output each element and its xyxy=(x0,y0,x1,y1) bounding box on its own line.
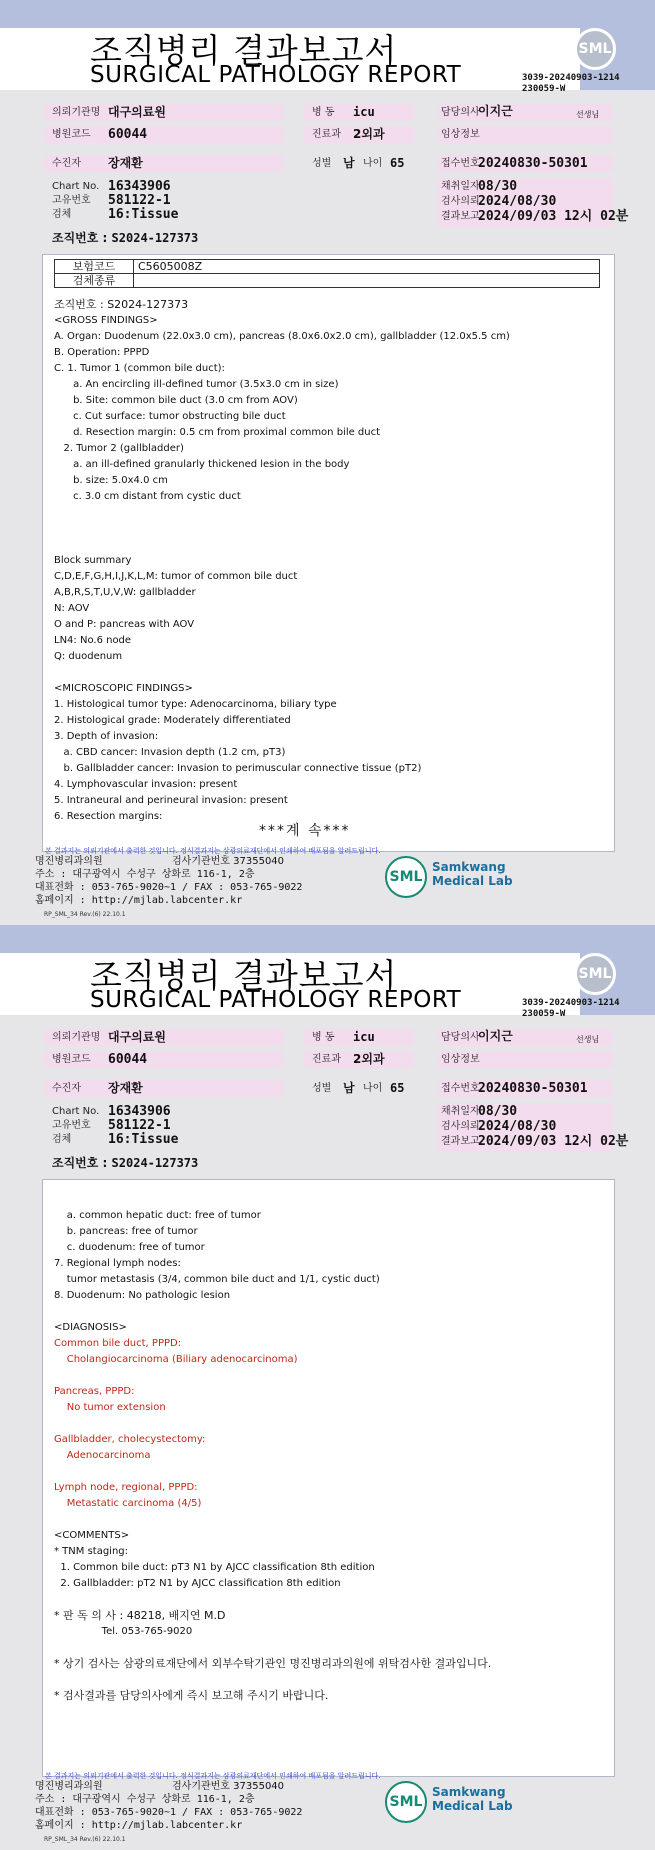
report-line: 조직번호 : S2024-127373 xyxy=(54,298,189,311)
hospital-label: 의뢰기관명 xyxy=(52,1032,101,1043)
doctor-label: 담당의사 xyxy=(441,107,480,118)
ward-value: icu xyxy=(353,105,375,119)
report-line: Q: duodenum xyxy=(54,651,123,662)
report-line: B. Operation: PPPD xyxy=(54,347,150,358)
chart-number: 16343906 xyxy=(108,179,171,194)
report-line: N: AOV xyxy=(54,603,90,614)
samkwang-logo-icon: SML xyxy=(385,1781,427,1823)
request-date-label: 검사의뢰 xyxy=(441,1121,480,1132)
doctor-suffix: 선생님 xyxy=(576,1035,600,1044)
tissue-number: 조직번호 : S2024-127373 xyxy=(52,1156,199,1170)
ward-label: 병 동 xyxy=(312,107,335,118)
report-title-english: SURGICAL PATHOLOGY REPORT xyxy=(90,62,462,88)
report-title-korean: 조직병리 결과보고서 xyxy=(90,31,398,70)
report-line: b. pancreas: free of tumor xyxy=(54,1226,198,1237)
report-line: 2. Histological grade: Moderately differentiated xyxy=(54,715,291,726)
lab-cert: 검사기관번호 37355040 xyxy=(172,1781,285,1792)
lab-address: 주소 : 대구광역시 수성구 상화로 116-1, 2층 xyxy=(35,1794,255,1805)
uid-value: 581122-1 xyxy=(108,193,171,208)
report-date-label: 결과보고 xyxy=(441,1136,480,1147)
code-table: 보험코드 C5605008Z 검체종류 xyxy=(54,259,600,288)
report-body xyxy=(42,254,615,852)
chart-number: 16343906 xyxy=(108,1104,171,1119)
patient-name: 장재환 xyxy=(108,156,143,170)
report-line: c. Cut surface: tumor obstructing bile duct xyxy=(54,411,286,422)
sml-logo-icon: SML xyxy=(574,953,616,995)
sex-value: 남 xyxy=(343,1081,355,1095)
patient-label: 수진자 xyxy=(52,158,81,169)
patient-label: 수진자 xyxy=(52,1083,81,1094)
receipt-number: 20240830-50301 xyxy=(478,156,588,171)
report-line: Lymph node, regional, PPPD: xyxy=(54,1482,198,1493)
specimen-value: 16:Tissue xyxy=(108,207,179,222)
report-line: 1. Histological tumor type: Adenocarcinoma, biliary type xyxy=(54,699,337,710)
dept-value: 2외과 xyxy=(353,1052,385,1066)
report-line: Cholangiocarcinoma (Biliary adenocarcinoma) xyxy=(54,1354,298,1365)
hospital-code-label: 병원코드 xyxy=(52,129,91,140)
report-line: b. Gallbladder cancer: Invasion to perimuscular connective tissue (pT2) xyxy=(54,763,422,774)
report-line: A. Organ: Duodenum (22.0x3.0 cm), pancreas (8.0x6.0x2.0 cm), gallbladder (12.0x5.5 cm) xyxy=(54,331,510,342)
request-date: 2024/08/30 xyxy=(478,1119,557,1134)
lab-cert: 검사기관번호 37355040 xyxy=(172,856,285,867)
request-date-label: 검사의뢰 xyxy=(441,196,480,207)
report-line: Block summary xyxy=(54,555,132,566)
specimen-value: 16:Tissue xyxy=(108,1132,179,1147)
receipt-number: 20240830-50301 xyxy=(478,1081,588,1096)
report-line: Pancreas, PPPD: xyxy=(54,1386,135,1397)
clinical-info-label: 임상정보 xyxy=(441,1054,480,1065)
document-number: 3039-20240903-1214 230059-W xyxy=(522,73,620,94)
document-number: 3039-20240903-1214 230059-W xyxy=(522,998,620,1019)
report-line: 3. Depth of invasion: xyxy=(54,731,159,742)
hospital-code-value: 60044 xyxy=(108,1052,148,1067)
doctor-label: 담당의사 xyxy=(441,1032,480,1043)
report-date: 2024/09/03 12시 02분 xyxy=(478,1134,629,1149)
hospital-value: 대구의료원 xyxy=(108,1030,166,1044)
dept-label: 진료과 xyxy=(312,1054,341,1065)
lab-phone: 대표전화 : 053-765-9020~1 / FAX : 053-765-9022 xyxy=(35,882,303,893)
hospital-code-value: 60044 xyxy=(108,127,148,142)
report-line: 8. Duodenum: No pathologic lesion xyxy=(54,1290,231,1301)
sex-label: 성별 xyxy=(312,158,332,169)
report-line: * TNM staging: xyxy=(54,1546,129,1557)
report-line: c. duodenum: free of tumor xyxy=(54,1242,205,1253)
report-line: <MICROSCOPIC FINDINGS> xyxy=(54,683,193,694)
sex-label: 성별 xyxy=(312,1083,332,1094)
report-line: Common bile duct, PPPD: xyxy=(54,1338,182,1349)
report-line: 2. Tumor 2 (gallbladder) xyxy=(54,443,184,454)
report-line: 4. Lymphovascular invasion: present xyxy=(54,779,238,790)
report-line: Tel. 053-765-9020 xyxy=(54,1626,193,1637)
specimen-label: 검체 xyxy=(52,1134,72,1145)
report-line: 1. Common bile duct: pT3 N1 by AJCC classification 8th edition xyxy=(54,1562,375,1573)
sml-logo-icon: SML xyxy=(574,28,616,70)
report-date: 2024/09/03 12시 02분 xyxy=(478,209,629,224)
age-label: 나이 xyxy=(363,1083,383,1094)
report-line: Metastatic carcinoma (4/5) xyxy=(54,1498,202,1509)
ward-value: icu xyxy=(353,1030,375,1044)
dept-label: 진료과 xyxy=(312,129,341,140)
report-line: 5. Intraneural and perineural invasion: present xyxy=(54,795,288,806)
doctor-name: 이지근 xyxy=(478,104,513,118)
report-line: 6. Resection margins: xyxy=(54,811,163,822)
age-label: 나이 xyxy=(363,158,383,169)
collect-date-label: 채취일자 xyxy=(441,181,480,192)
lab-phone: 대표전화 : 053-765-9020~1 / FAX : 053-765-9022 xyxy=(35,1807,303,1818)
report-line: a. an ill-defined granularly thickened lesion in the body xyxy=(54,459,350,470)
report-line: LN4: No.6 node xyxy=(54,635,132,646)
report-line: C,D,E,F,G,H,I,J,K,L,M: tumor of common bile duct xyxy=(54,571,298,582)
receipt-label: 접수번호 xyxy=(441,1083,480,1094)
lab-address: 주소 : 대구광역시 수성구 상화로 116-1, 2층 xyxy=(35,869,255,880)
uid-label: 고유번호 xyxy=(52,195,91,206)
form-id: RP_SML_34 Rev.(6) 22.10.1 xyxy=(44,911,126,918)
report-line: <COMMENTS> xyxy=(54,1530,130,1541)
report-line: * 상기 검사는 삼광의료재단에서 외부수탁기관인 명진병리과의원에 위탁검사한 결과입니다. xyxy=(54,1657,492,1670)
report-line: 7. Regional lymph nodes: xyxy=(54,1258,181,1269)
lab-name: 명진병리과의원 xyxy=(35,1781,103,1792)
hospital-value: 대구의료원 xyxy=(108,105,166,119)
footer-notice: 본 결과지는 의뢰기관에서 출력한 것입니다. 정식결과지는 삼광의료재단에서 인쇄하여 배포됨을 알려드립니다. xyxy=(45,1772,381,1780)
report-line: 2. Gallbladder: pT2 N1 by AJCC classification 8th edition xyxy=(54,1578,341,1589)
samkwang-logo-icon: SML xyxy=(385,856,427,898)
report-line: Gallbladder, cholecystectomy: xyxy=(54,1434,206,1445)
age-value: 65 xyxy=(390,156,405,170)
patient-name: 장재환 xyxy=(108,1081,143,1095)
report-page-2 xyxy=(0,925,655,1850)
samkwang-brand: Samkwang Medical Lab xyxy=(432,1785,513,1813)
report-line: <GROSS FINDINGS> xyxy=(54,315,158,326)
samkwang-brand: Samkwang Medical Lab xyxy=(432,860,513,888)
report-line: d. Resection margin: 0.5 cm from proximal common bile duct xyxy=(54,427,381,438)
chart-label: Chart No. xyxy=(52,1106,100,1117)
report-title-korean: 조직병리 결과보고서 xyxy=(90,956,398,995)
lab-name: 명진병리과의원 xyxy=(35,856,103,867)
report-date-label: 결과보고 xyxy=(441,211,480,222)
continued-mark: ***계 속*** xyxy=(259,823,351,839)
collect-date: 08/30 xyxy=(478,179,518,194)
ward-label: 병 동 xyxy=(312,1032,335,1043)
report-line: c. 3.0 cm distant from cystic duct xyxy=(54,491,241,502)
report-title-english: SURGICAL PATHOLOGY REPORT xyxy=(90,987,462,1013)
report-line: a. CBD cancer: Invasion depth (1.2 cm, pT3) xyxy=(54,747,286,758)
report-line: C. 1. Tumor 1 (common bile duct): xyxy=(54,363,225,374)
report-line: tumor metastasis (3/4, common bile duct and 1/1, cystic duct) xyxy=(54,1274,380,1285)
uid-value: 581122-1 xyxy=(108,1118,171,1133)
report-line: b. Site: common bile duct (3.0 cm from AOV) xyxy=(54,395,298,406)
form-id: RP_SML_34 Rev.(6) 22.10.1 xyxy=(44,1836,126,1843)
chart-label: Chart No. xyxy=(52,181,100,192)
doctor-name: 이지근 xyxy=(478,1029,513,1043)
hospital-label: 의뢰기관명 xyxy=(52,107,101,118)
request-date: 2024/08/30 xyxy=(478,194,557,209)
hospital-code-label: 병원코드 xyxy=(52,1054,91,1065)
lab-website: 홈페이지 : http://mjlab.labcenter.kr xyxy=(35,895,243,906)
clinical-info-label: 임상정보 xyxy=(441,129,480,140)
receipt-label: 접수번호 xyxy=(441,158,480,169)
doctor-suffix: 선생님 xyxy=(576,110,600,119)
report-line: Adenocarcinoma xyxy=(54,1450,151,1461)
report-line: <DIAGNOSIS> xyxy=(54,1322,127,1333)
tissue-number: 조직번호 : S2024-127373 xyxy=(52,231,199,245)
report-line: A,B,R,S,T,U,V,W: gallbladder xyxy=(54,587,196,598)
report-line: b. size: 5.0x4.0 cm xyxy=(54,475,168,486)
report-line: O and P: pancreas with AOV xyxy=(54,619,195,630)
specimen-label: 검체 xyxy=(52,209,72,220)
uid-label: 고유번호 xyxy=(52,1120,91,1131)
dept-value: 2외과 xyxy=(353,127,385,141)
footer-notice: 본 결과지는 의뢰기관에서 출력한 것입니다. 정식결과지는 삼광의료재단에서 인쇄하여 배포됨을 알려드립니다. xyxy=(45,847,381,855)
collect-date-label: 채취일자 xyxy=(441,1106,480,1117)
report-line: a. common hepatic duct: free of tumor xyxy=(54,1210,261,1221)
report-line: * 판 독 의 사 : 48218, 배지연 M.D xyxy=(54,1609,226,1622)
report-line: a. An encircling ill-defined tumor (3.5x3.0 cm in size) xyxy=(54,379,339,390)
report-line: No tumor extension xyxy=(54,1402,166,1413)
lab-website: 홈페이지 : http://mjlab.labcenter.kr xyxy=(35,1820,243,1831)
report-body xyxy=(42,1179,615,1777)
report-line: * 검사결과를 담당의사에게 즉시 보고해 주시기 바랍니다. xyxy=(54,1689,329,1702)
sex-value: 남 xyxy=(343,156,355,170)
collect-date: 08/30 xyxy=(478,1104,518,1119)
age-value: 65 xyxy=(390,1081,405,1095)
